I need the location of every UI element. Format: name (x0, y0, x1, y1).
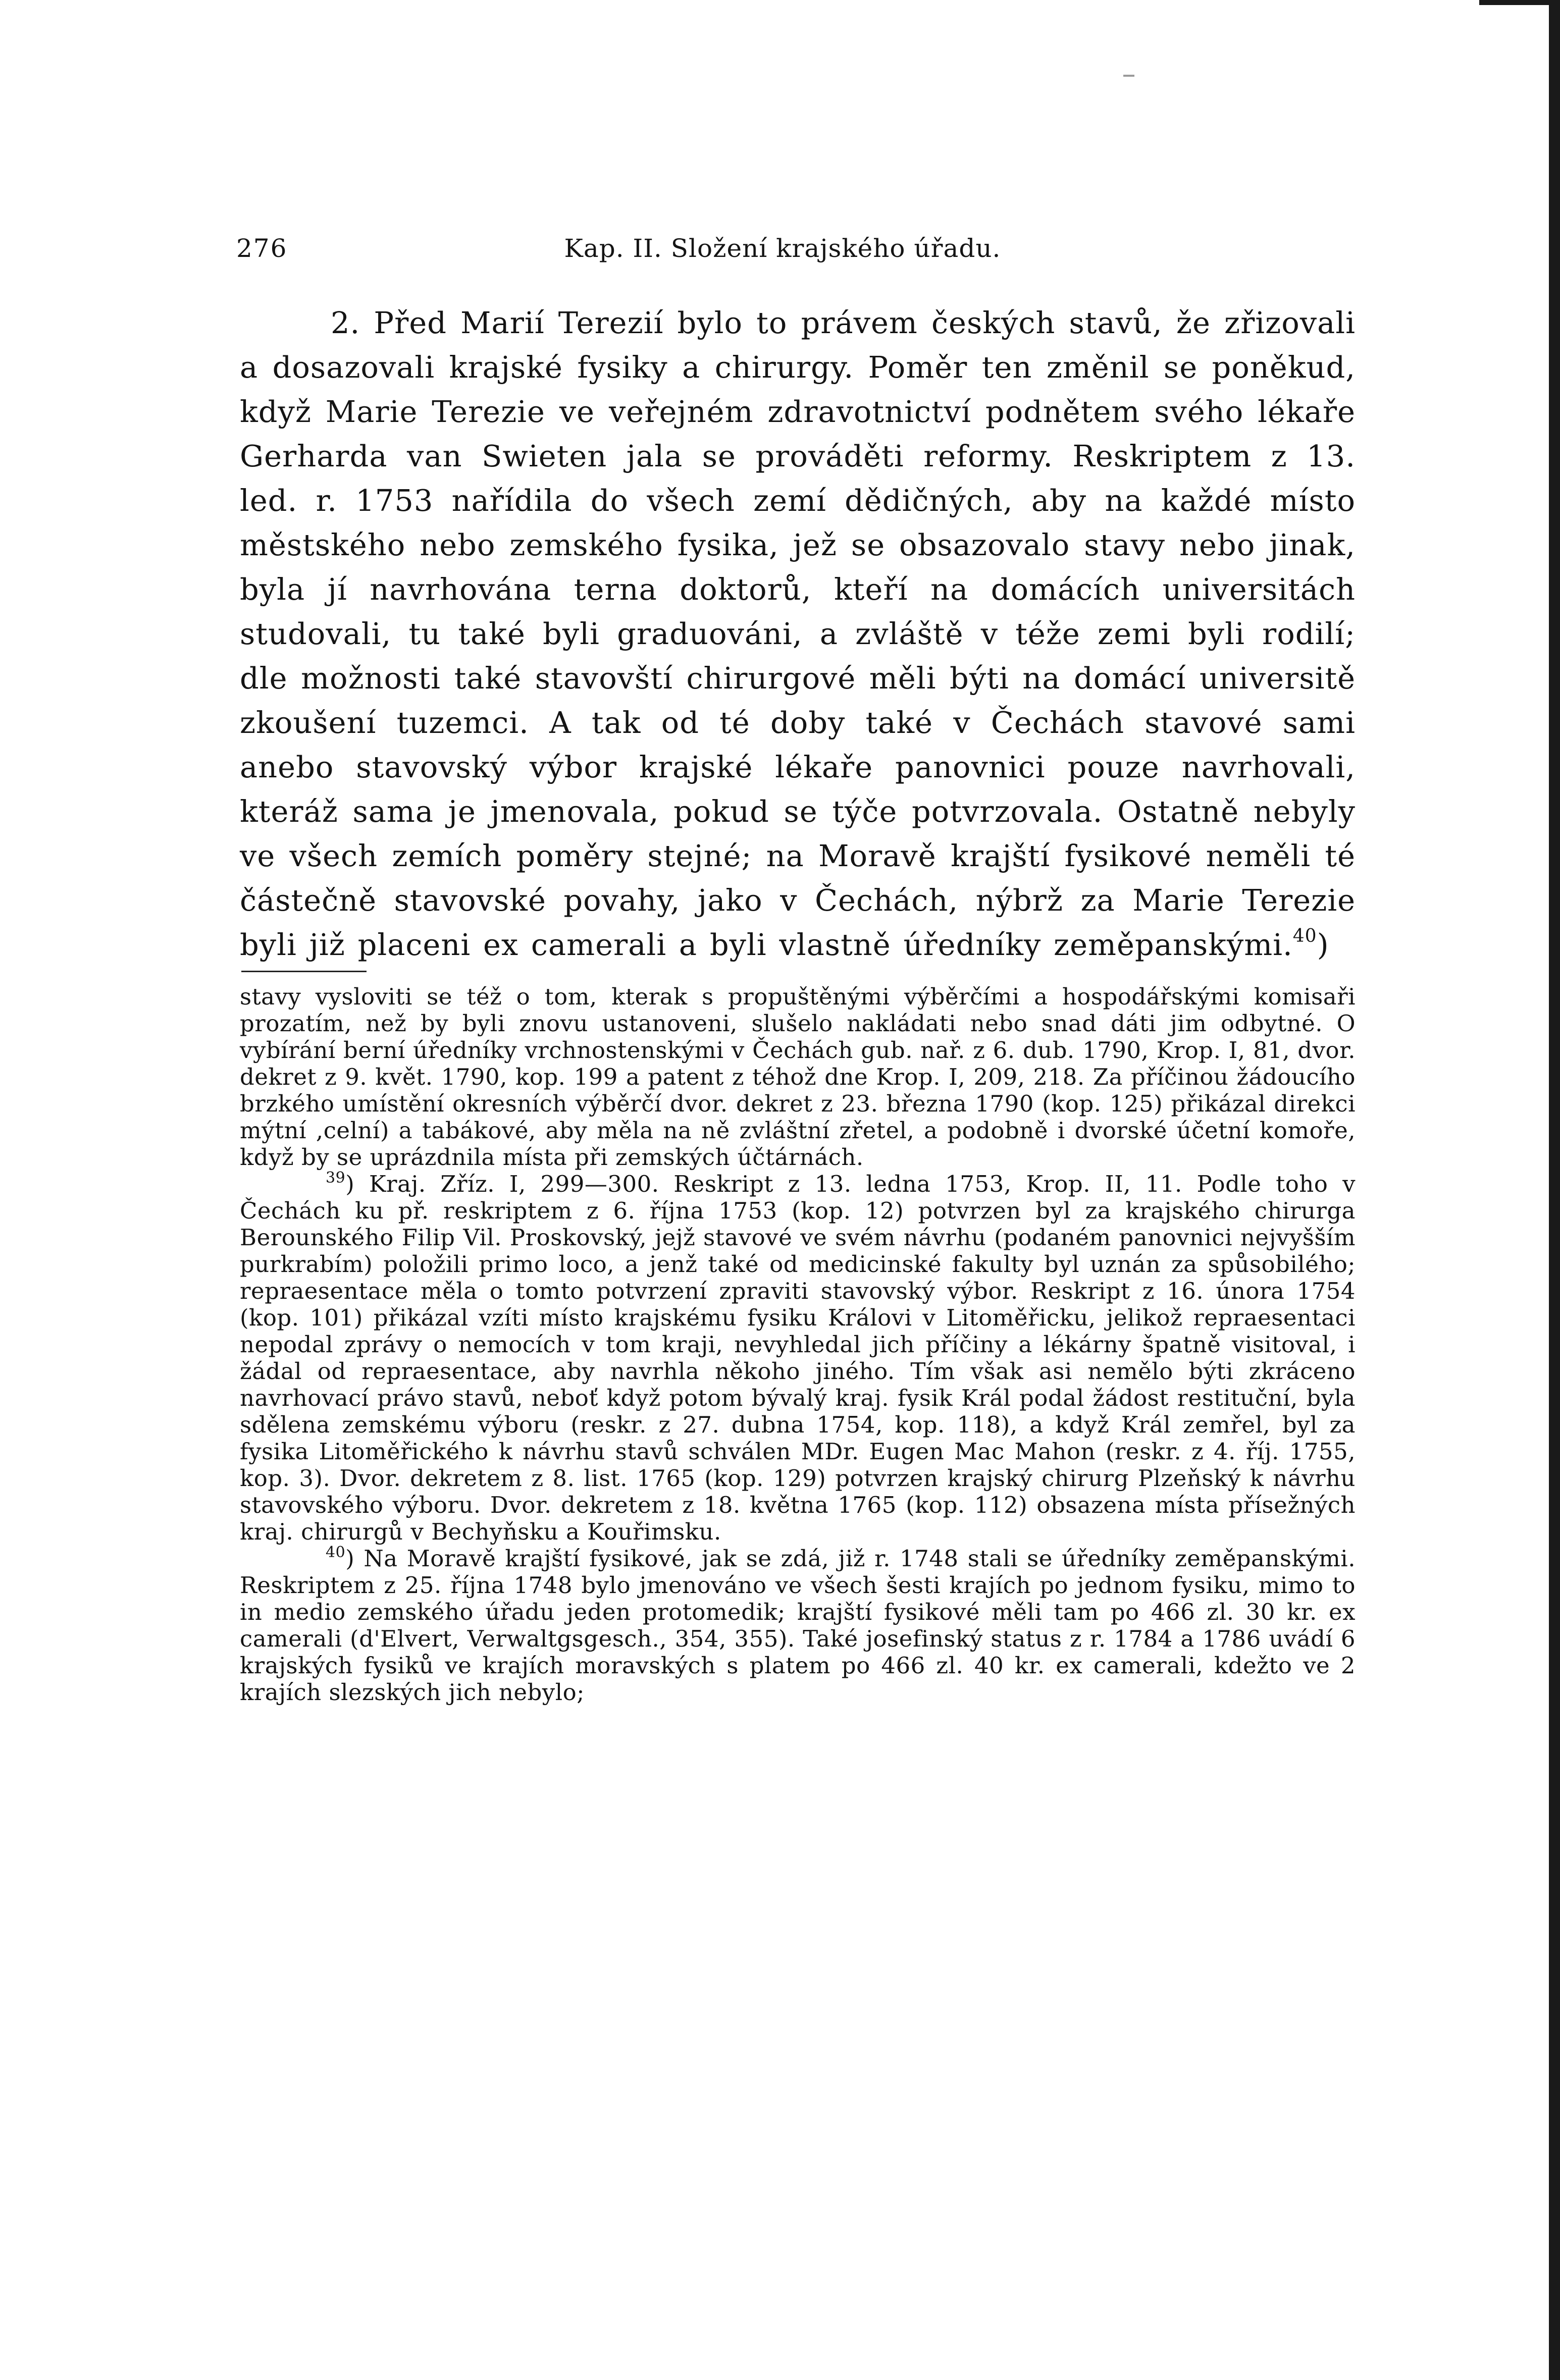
footnote-40-number: 40 (326, 1544, 346, 1561)
scan-edge-right (1549, 0, 1560, 2380)
page-number: 276 (236, 234, 288, 263)
footnote-continuation: stavy vysloviti se též o tom, kterak s propuštěnými výběrčími a hospodářskými komisaři prozatím, než by byli znovu ustanoveni, slušelo nakládati nebo snad dáti jim odbytné. O vybírání berní úředníky vrchnostenskými v Čechách gub. nař. z 6. dub. 1790, Krop. I, 81, dvor. dekret z 9. květ. 1790, kop. 199 a patent z téhož dne Krop. I, 209, 218. Za příčinou žádoucího brzkého umístění okresních výběrčí dvor. dekret z 23. března 1790 (kop. 125) přikázal direkci mýtní ,celní) a tabákové, aby měla na ně zvláštní zřetel, a podobně i dvorské účetní komoře, když by se uprázdnila místa při zemských účtárnách. (240, 983, 1356, 1171)
running-head: Kap. II. Složení krajského úřadu. (564, 234, 1001, 263)
footnote-39-number: 39 (326, 1169, 346, 1187)
footnote-ref-40: 40 (1292, 926, 1317, 946)
main-paragraph-text: 2. Před Marií Terezií bylo to právem českých stavů, že zřizovali a dosazovali krajské fysiky a chirurgy. Poměr ten změnil se poněkud, když Marie Terezie ve veřejném zdravotnictví podnětem svého lékaře Gerharda van Swieten jala se prováděti reformy. Reskriptem z 13. led. r. 1753 nařídila do všech zemí dědičných, aby na každé místo městského nebo zemského fysika, jež se obsazovalo stavy nebo jinak, byla jí navrhována terna doktorů, kteří na domácích universitách studovali, tu také byli graduováni, a zvláště v téže zemi byli rodilí; dle možnosti také stavovští chirurgové měli býti na domácí universitě zkoušení tuzemci. A tak od té doby také v Čechách stavové sami anebo stavovský výbor krajské lékaře panovnici pouze navrhovali, kteráž sama je jmenovala, pokud se týče potvrzovala. Ostatně nebyly ve všech zemích poměry stejné; na Moravě krajští fysikové neměli té částečně stavovské povahy, jako v Čechách, nýbrž za Marie Terezie byli již placeni ex camerali a byli vlastně úředníky zeměpanskými. (240, 305, 1356, 962)
footnote-39-text: ) Kraj. Zříz. I, 299—300. Reskript z 13. ledna 1753, Krop. II, 11. Podle toho v Čechách ku př. reskriptem z 6. října 1753 (kop. 12) potvrzen byl za krajského chirurga Berounského Filip Vil. Proskovský, jejž stavové ve svém návrhu (podaném panovnici nejvyšším purkrabím) položili primo loco, a jenž také od medicinské fakulty byl uznán za spůsobilého; repraesentace měla o tomto potvrzení zpraviti stavovský výbor. Reskript z 16. února 1754 (kop. 101) přikázal vzíti místo krajskému fysiku Královi v Litoměřicku, jelikož repraesentaci nepodal zprávy o nemocích v tom kraji, nevyhledal jich příčiny a lékárny špatně visitoval, i žádal od repraesentace, aby navrhla někoho jiného. Tím však asi nemělo býti zkráceno navrhovací právo stavů, neboť když potom bývalý kraj. fysik Král podal žádost restituční, byla sdělena zemskému výboru (reskr. z 27. dubna 1754, kop. 118), a když Král zemřel, byl za fysika Litoměřického k návrhu stavů schválen MDr. Eugen Mac Mahon (reskr. z 4. říj. 1755, kop. 3). Dvor. dekretem z 8. list. 1765 (kop. 129) potvrzen krajský chirurg Plzeňský k návrhu stavovského výboru. Dvor. dekretem z 18. května 1765 (kop. 112) obsazena místa přísežných kraj. chirurgů v Bechyňsku a Kouřimsku. (240, 1171, 1356, 1545)
scan-speck (1123, 75, 1134, 77)
footnote-40-text: ) Na Moravě krajští fysikové, jak se zdá, již r. 1748 stali se úředníky zeměpanskými. Reskriptem z 25. října 1748 bylo jmenováno ve všech šesti krajích po jednom fysiku, mimo to in medio zemského úřadu jeden protomedik; krajští fysikové měli tam po 466 zl. 30 kr. ex camerali (d'Elvert, Verwaltgsgesch., 354, 355). Také josefinský status z r. 1784 a 1786 uvádí 6 krajských fysiků ve krajích moravských s platem po 466 zl. 40 kr. ex camerali, kdežto ve 2 krajích slezských jich nebylo; (240, 1545, 1356, 1706)
footnote-40 (240, 1545, 1356, 1706)
footnote-ref-paren: ) (1317, 927, 1329, 962)
main-paragraph (240, 301, 1356, 967)
footnotes (240, 983, 1356, 1706)
scan-edge-top (1479, 0, 1560, 5)
footnote-rule (241, 971, 367, 972)
footnote-39 (240, 1171, 1356, 1545)
